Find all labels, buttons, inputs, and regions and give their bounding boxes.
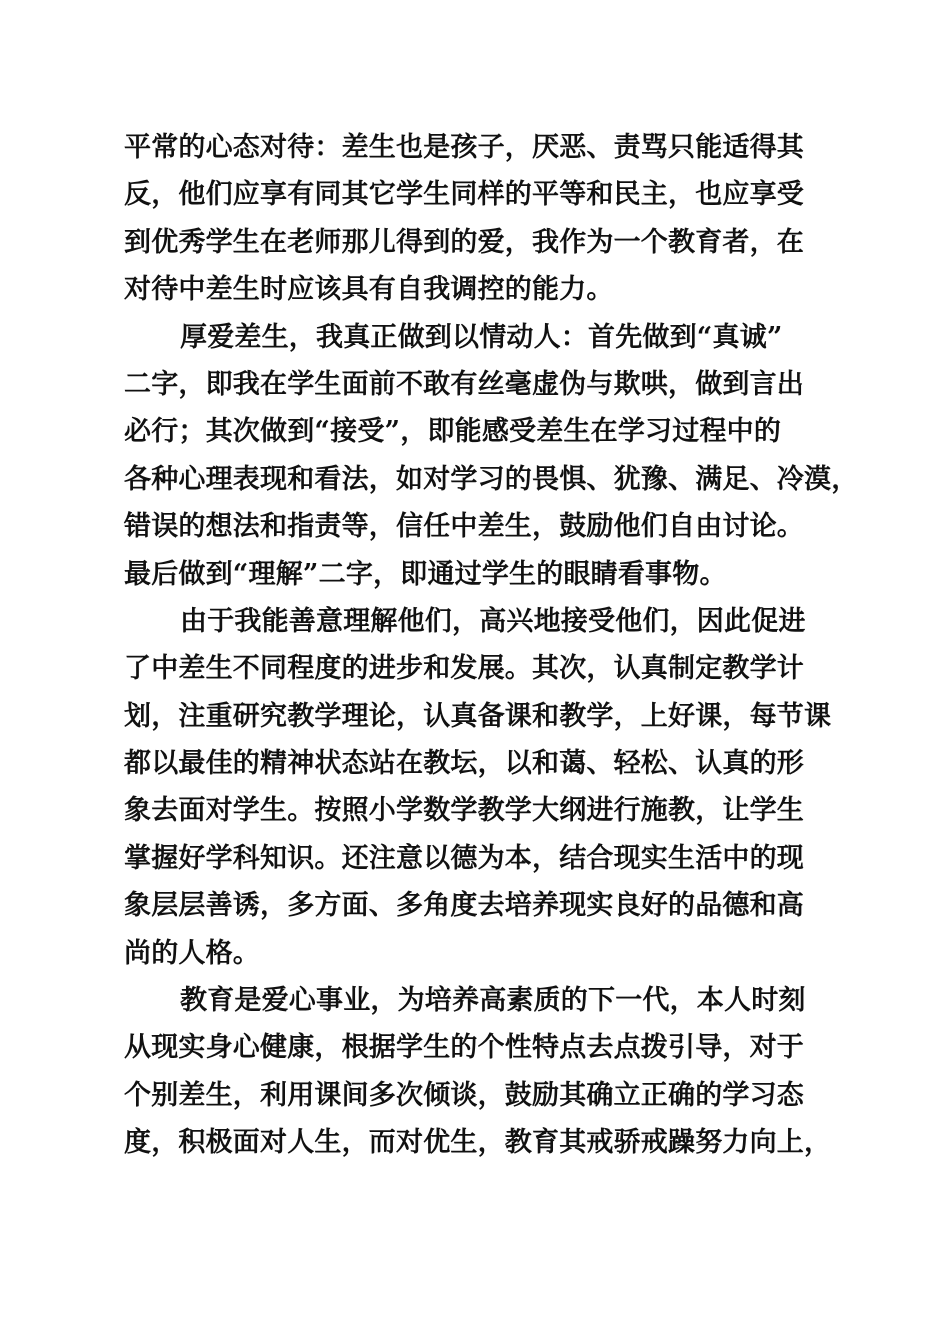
text-line: 二字，即我在学生面前不敢有丝毫虚伪与欺哄，做到言出 xyxy=(124,368,804,400)
text-line: 从现实身心健康，根据学生的个性特点去点拨引导，对于 xyxy=(124,1032,804,1064)
text-line: 反，他们应享有同其它学生同样的平等和民主，也应享受 xyxy=(124,179,804,211)
text-line: 最后做到“理解”二字，即通过学生的眼睛看事物。 xyxy=(124,558,727,590)
text-line: 各种心理表现和看法，如对学习的畏惧、犹豫、满足、冷漠， xyxy=(124,463,859,495)
text-line: 都以最佳的精神状态站在教坛，以和蔼、轻松、认真的形 xyxy=(124,748,804,780)
body-text xyxy=(124,124,859,1167)
text-line: 划，注重研究教学理论，认真备课和教学，上好课，每节课 xyxy=(124,700,832,732)
text-line: 个别差生，利用课间多次倾谈，鼓励其确立正确的学习态 xyxy=(124,1079,804,1111)
text-line: 象层层善诱，多方面、多角度去培养现实良好的品德和高 xyxy=(124,890,804,922)
text-line: 掌握好学科知识。还注意以德为本，结合现实生活中的现 xyxy=(124,842,804,874)
text-line: 错误的想法和指责等，信任中差生，鼓励他们自由讨论。 xyxy=(124,511,804,543)
text-line: 尚的人格。 xyxy=(124,937,260,969)
text-line: 平常的心态对待：差生也是孩子，厌恶、责骂只能适得其 xyxy=(124,132,804,163)
text-line: 对待中差生时应该具有自我调控的能力。 xyxy=(124,274,614,306)
text-line: 度，积极面对人生，而对优生，教育其戒骄戒躁努力向上， xyxy=(124,1127,832,1159)
paragraph-first-line: 由于我能善意理解他们，高兴地接受他们，因此促进 xyxy=(180,605,806,637)
paragraph-first-line: 厚爱差生，我真正做到以情动人：首先做到“真诚” xyxy=(180,321,783,353)
text-line: 了中差生不同程度的进步和发展。其次，认真制定教学计 xyxy=(124,653,804,685)
paragraph-first-line: 教育是爱心事业，为培养高素质的下一代，本人时刻 xyxy=(180,985,806,1017)
text-line: 必行；其次做到“接受”，即能感受差生在学习过程中的 xyxy=(124,416,782,448)
text-line: 象去面对学生。按照小学数学教学大纲进行施教，让学生 xyxy=(124,795,804,827)
text-line: 到优秀学生在老师那儿得到的爱，我作为一个教育者，在 xyxy=(124,226,804,258)
